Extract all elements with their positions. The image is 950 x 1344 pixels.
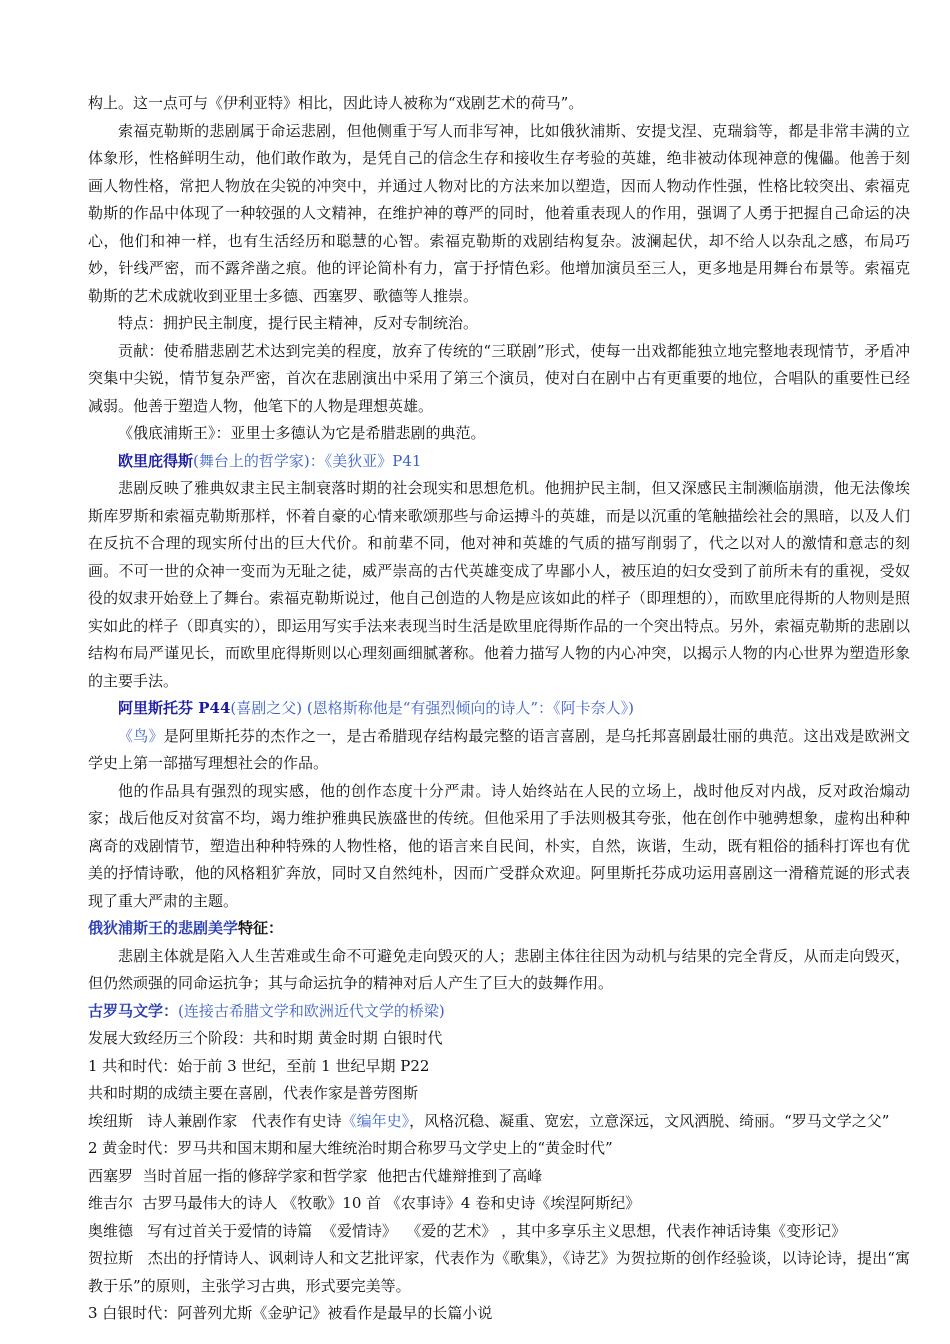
- paragraph: 悲剧反映了雅典奴隶主民主制衰落时期的社会现实和思想危机。他拥护民主制，但又深感民主制濒临崩溃，他无法像埃斯库罗斯和索福克勒斯那样，怀着自豪的心情来歌颂那些与命运搏斗的英雄，而是以沉重的笔触描绘社会的黑暗，以及人们在反抗不合理的现实所付出的巨大代价。和前辈不同，他对神和英雄的气质的描写削弱了，代之以对人的激情和意志的刻画。不可一世的众神一变而为无耻之徒，威严崇高的古代英雄变成了卑鄙小人，被压迫的妇女受到了前所未有的重视，受奴役的奴隶开始登上了舞台。索福克勒斯说过，他自己创造的人物是应该如此的样子（即理想的），而欧里庇得斯的人物则是照实如此的样子（即真实的），即运用写实手法来表现当时生活是欧里庇得斯作品的一个突出特点。另外，索福克勒斯的悲剧以结构布局严谨见长，而欧里庇得斯则以心理刻画细腻著称。他着力描写人物的内心冲突，以揭示人物的内心世界为塑造形象的主要手法。: [88, 479, 910, 690]
- line: 2 黄金时代：罗马共和国末期和屋大维统治时期合称罗马文学史上的“黄金时代”: [88, 1139, 613, 1157]
- close-paren: ): [628, 699, 634, 717]
- line: 1 共和时代：始于前 3 世纪，至前 1 世纪早期 P22: [88, 1056, 430, 1075]
- section-title: 俄狄浦斯王的悲剧美学: [88, 919, 239, 937]
- heading-aristophanes: [88, 695, 910, 723]
- paragraph-text: 是阿里斯托芬的杰作之一，是古希腊现存结构最完整的语言喜剧，是乌托邦喜剧最壮丽的典范。这出戏是欧洲文学史上第一部描写理想社会的作品。: [88, 726, 910, 772]
- paragraph: 《俄底浦斯王》：亚里士多德认为它是希腊悲剧的典范。: [118, 424, 486, 442]
- paragraph: 悲剧主体就是陷入人生苦难或生命不可避免走向毁灭的人；悲剧主体往往因为动机与结果的完全背反，从而走向毁灭，但仍然顽强的同命运抗争；其与命运抗争的精神对后人产生了巨大的鼓舞作用。: [88, 946, 910, 992]
- work-title: 《编年史》: [341, 1111, 410, 1130]
- author-epithet: (喜剧之父) (恩格斯称他是“有强烈倾向的诗人”：: [230, 699, 554, 717]
- paragraph: 贡献：使希腊悲剧艺术达到完美的程度，放弃了传统的“三联剧”形式，使每一出戏都能独立地完整地表现情节，矛盾冲突集中尖锐，情节复杂严密，首次在悲剧演出中采用了第三个演员，使对白在剧中占有更重要的地位，合唱队的重要性已经减弱。他善于塑造人物，他笔下的人物是理想英雄。: [88, 341, 910, 415]
- paragraph: 构上。这一点可与《伊利亚特》相比，因此诗人被称为“戏剧艺术的荷马”。: [88, 94, 584, 112]
- line: 维吉尔 古罗马最伟大的诗人 《牧歌》10 首 《农事诗》4 卷和史诗《埃涅阿斯纪》: [88, 1194, 641, 1212]
- work-title: 《阿卡奈人》: [553, 699, 629, 717]
- paragraph: 索福克勒斯的悲剧属于命运悲剧，但他侧重于写人而非写神，比如俄狄浦斯、安提戈涅、克瑞翁等，都是非常丰满的立体象形，性格鲜明生动，他们敢作敢为，是凭自己的信念生存和接收生存考验的英雄，绝非被动体现神意的傀儡。他善于刻画人物性格，常把人物放在尖锐的冲突中，并通过人物对比的方法来加以塑造，因而人物动作性强，性格比较突出、索福克勒斯的作品中体现了一种较强的人文精神，在维护神的尊严的同时，他着重表现人的作用，强调了人勇于把握自己命运的决心，他们和神一样，也有生活经历和聪慧的心智。索福克勒斯的戏剧结构复杂。波澜起伏，却不给人以杂乱之感，布局巧妙，针线严密，而不露斧凿之痕。他的评论简朴有力，富于抒情色彩。他增加演员至三人，更多地是用舞台布景等。索福克勒斯的艺术成就收到亚里士多德、西塞罗、歌德等人推崇。: [88, 121, 910, 305]
- line-text: ，风格沉稳、凝重、宽宏，立意深远，文风洒脱、绮丽。“罗马文学之父”: [409, 1111, 890, 1130]
- paragraph: [88, 723, 910, 778]
- line: 发展大致经历三个阶段：共和时期 黄金时期 白银时代: [88, 1029, 443, 1047]
- line: 西塞罗 当时首屈一指的修辞学家和哲学家 他把古代雄辩推到了高峰: [88, 1166, 543, 1185]
- section-suffix: 特征：: [238, 919, 284, 937]
- paragraph: 他的作品具有强烈的现实感，他的创作态度十分严肃。诗人始终站在人民的立场上，战时他反对内战，反对政治煽动家；战后他反对贫富不均，竭力维护雅典民族盛世的传统。但他采用了手法则极其夸张，他在创作中驰骋想象，虚构出种种离奇的戏剧情节，塑造出种种特殊的人物性格，他的语言来自民间，朴实，自然，诙谐，生动，既有粗俗的插科打诨也有优美的抒情诗歌，他的风格粗犷奔放，同时又自然纯朴，因而广受群众欢迎。阿里斯托芬成功运用喜剧这一滑稽荒诞的形式表现了重大严肃的主题。: [88, 781, 910, 910]
- author-name: 阿里斯托芬 P44: [118, 699, 231, 717]
- line: 3 白银时代：阿普列尤斯《金驴记》被看作是最早的长篇小说: [88, 1304, 493, 1322]
- work-title: 《鸟》: [118, 726, 164, 745]
- heading-oedipus-aesthetics: [88, 915, 910, 943]
- heading-euripides: [88, 448, 910, 476]
- line: 奥维德 写有过首关于爱情的诗篇 《爱情诗》 《爱的艺术》 ，其中多享乐主义思想，代表作神话诗集《变形记》: [88, 1221, 847, 1240]
- page-ref: P41: [392, 451, 422, 470]
- line: 贺拉斯 杰出的抒情诗人、讽刺诗人和文艺批评家，代表作为《歌集》，《诗艺》为贺拉斯的创作经验谈，以诗论诗，提出“寓教于乐”的原则，主张学习古典，形式要完美等。: [88, 1249, 910, 1295]
- section-subtitle: (连接古希腊文学和欧洲近代文学的桥梁): [178, 1001, 445, 1020]
- paragraph: 特点：拥护民主制度，提行民主精神，反对专制统治。: [118, 314, 479, 332]
- author-name: 欧里庇得斯: [118, 451, 194, 470]
- section-title: 古罗马文学：: [88, 1001, 179, 1020]
- author-epithet: (舞台上的哲学家)：: [193, 451, 325, 470]
- line: 共和时期的成绩主要在喜剧，代表作家是普劳图斯: [88, 1084, 419, 1102]
- heading-roman-literature: [88, 998, 910, 1026]
- line: [88, 1108, 910, 1136]
- line-text: 埃纽斯 诗人兼剧作家 代表作有史诗: [88, 1111, 342, 1130]
- work-title: 《美狄亚》: [324, 451, 393, 470]
